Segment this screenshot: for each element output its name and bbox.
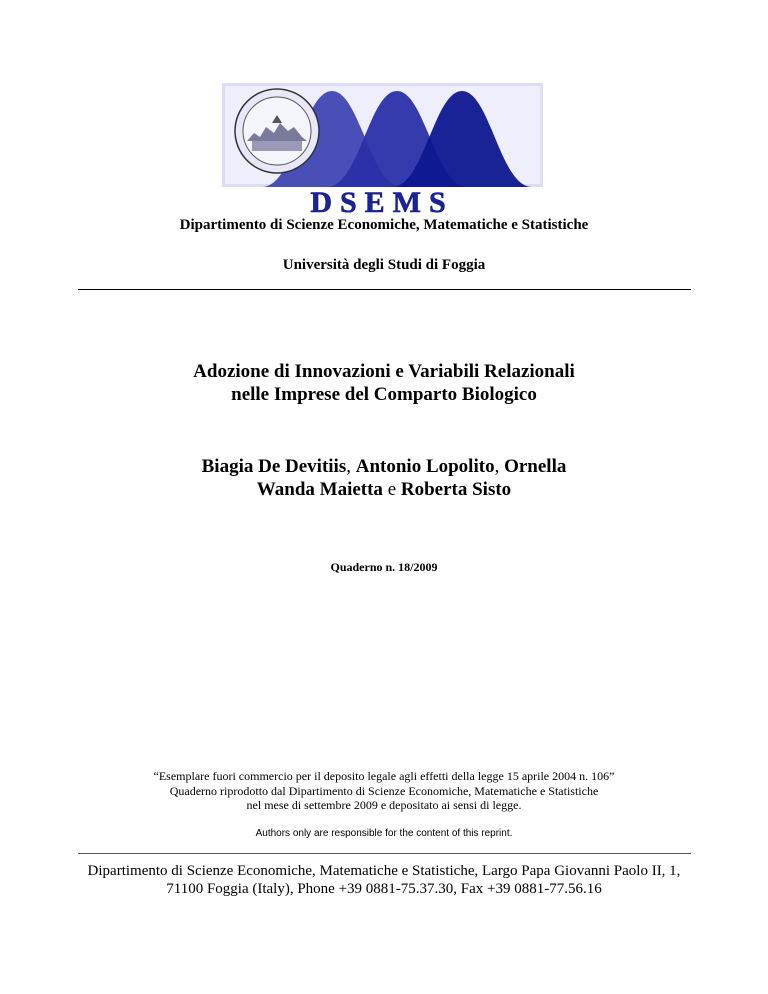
paper-authors <box>0 455 768 501</box>
authors-responsibility-note: Authors only are responsible for the content of this reprint. <box>255 828 513 839</box>
legal-notice <box>0 769 768 813</box>
university-seal-icon <box>235 89 319 173</box>
footer-line-1: Dipartimento di Scienze Economiche, Matematiche e Statistiche, Largo Papa Giovanni Paolo II, 1, <box>87 863 681 879</box>
authors-line-2 <box>0 478 768 501</box>
author-3-first: Ornella <box>504 456 567 477</box>
header-divider <box>78 289 691 290</box>
legal-line-2: Quaderno riprodotto dal Dipartimento di Scienze Economiche, Matematiche e Statistiche <box>169 783 599 798</box>
footer-line-2: 71100 Foggia (Italy), Phone +39 0881-75.37.30, Fax +39 0881-77.56.16 <box>166 881 602 897</box>
authors-line-1 <box>0 455 768 478</box>
logo-text-dsems <box>262 186 503 215</box>
dsems-logo <box>222 83 543 215</box>
footer-address <box>0 862 768 898</box>
author-separator: , <box>346 456 356 477</box>
logo-graphic <box>222 83 543 215</box>
paper-title-line-1: Adozione di Innovazioni e Variabili Relazionali <box>193 361 575 382</box>
footer-divider <box>78 853 691 854</box>
svg-text:DSEMS: DSEMS <box>310 186 454 215</box>
university-name: Università degli Studi di Foggia <box>282 257 486 273</box>
legal-line-1: “Esemplare fuori commercio per il deposito legale agli effetti della legge 15 aprile 2004 n. 106” <box>153 769 615 783</box>
author-separator: e <box>382 479 401 500</box>
department-name: Dipartimento di Scienze Economiche, Matematiche e Statistiche <box>179 217 589 233</box>
legal-line-3: nel mese di settembre 2009 e depositato ai sensi di legge. <box>246 798 522 812</box>
author-1: Biagia De Devitiis <box>201 456 347 477</box>
author-2: Antonio Lopolito <box>355 456 495 477</box>
author-separator: , <box>494 456 505 477</box>
paper-title-line-2: nelle Imprese del Comparto Biologico <box>231 384 537 405</box>
author-3-last: Wanda Maietta <box>256 479 383 500</box>
author-4: Roberta Sisto <box>400 479 512 500</box>
quaderno-number: Quaderno n. 18/2009 <box>330 560 438 574</box>
paper-title <box>0 360 768 406</box>
